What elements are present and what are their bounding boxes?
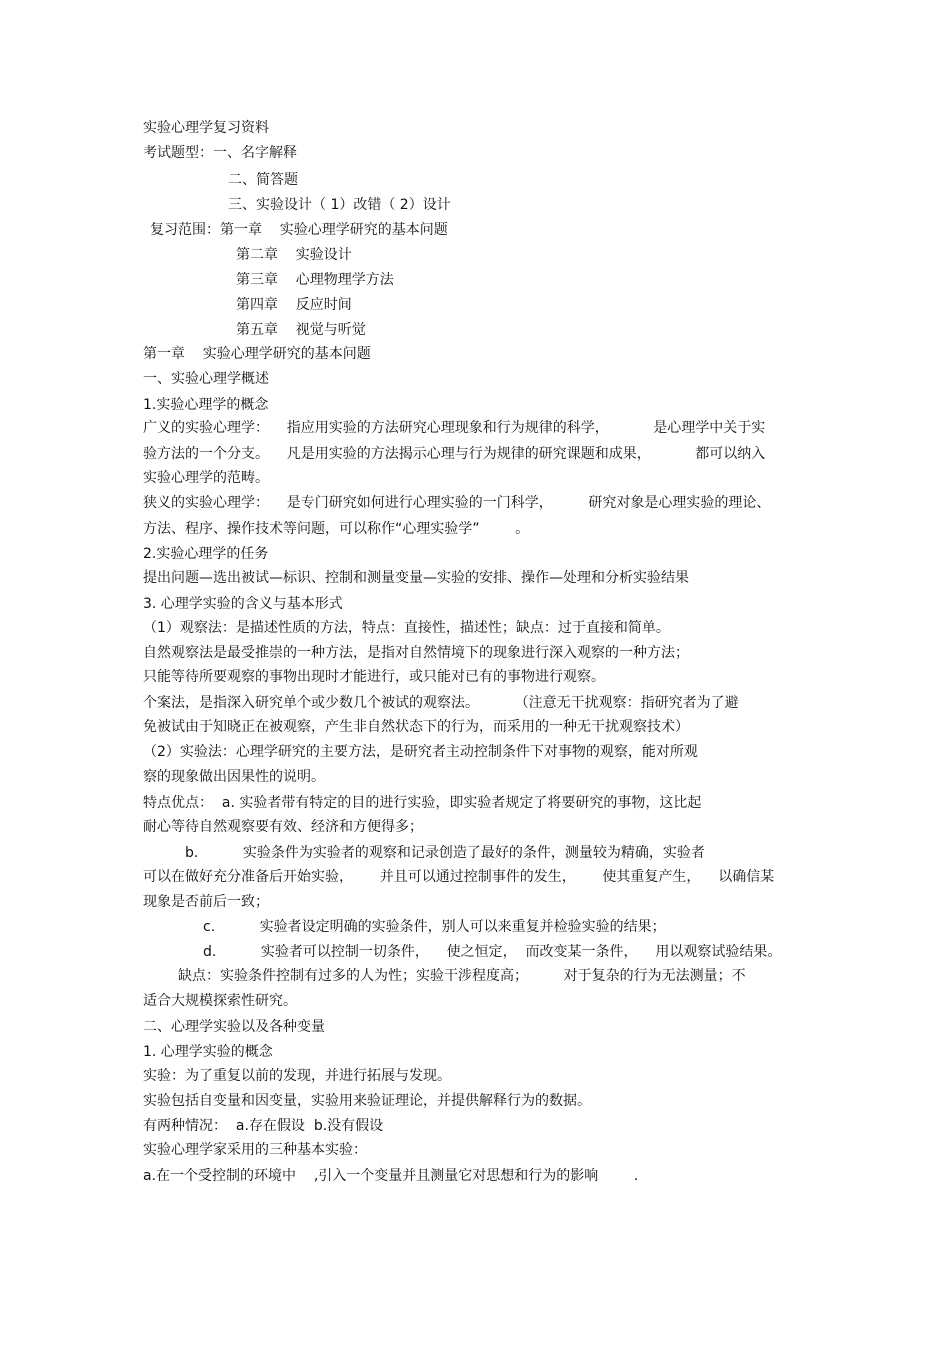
paragraph-line: 有两种情况： a.存在假设 b.没有假设 [143,1118,384,1134]
paragraph-line: 实验心理学家采用的三种基本实验： [143,1142,367,1158]
paragraph-line: d. 实验者可以控制一切条件， 使之恒定， 而改变某一条件， 用以观察试验结果。 [203,944,782,960]
paragraph-line: 实验包括自变量和因变量，实验用来验证理论，并提供解释行为的数据。 [143,1093,591,1109]
paragraph-line: 狭义的实验心理学： 是专门研究如何进行心理实验的一门科学， 研究对象是心理实验的理论、 [143,495,771,511]
paragraph-line: 广义的实验心理学： 指应用实验的方法研究心理现象和行为规律的科学， 是心理学中关于实 [143,420,766,436]
subsection-heading: 3. 心理学实验的含义与基本形式 [143,596,343,612]
paragraph-line: b. 实验条件为实验者的观察和记录创造了最好的条件，测量较为精确，实验者 [185,845,705,861]
review-scope-line: 复习范围：第一章 实验心理学研究的基本问题 [150,222,448,238]
exam-type-2: 二、简答题 [228,172,298,188]
review-chapter-5: 第五章 视觉与听觉 [236,322,366,338]
paragraph-line: 验方法的一个分支。 凡是用实验的方法揭示心理与行为规律的研究课题和成果， 都可以纳入 [143,446,766,462]
paragraph-line: 自然观察法是最受推崇的一种方法，是指对自然情境下的现象进行深入观察的一种方法； [143,645,689,661]
doc-title: 实验心理学复习资料 [143,120,269,136]
exam-types-line: 考试题型：一、名字解释 [143,145,297,161]
paragraph-line: 察的现象做出因果性的说明。 [143,769,325,785]
paragraph-line: 可以在做好充分准备后开始实验， 并且可以通过控制事件的发生， 使其重复产生， 以确信某 [143,869,775,885]
paragraph-line: 实验心理学的范畴。 [143,470,269,486]
paragraph-line: 现象是否前后一致； [143,894,269,910]
paragraph-line: c. 实验者设定明确的实验条件，别人可以来重复并检验实验的结果； [203,919,666,935]
paragraph-line: 耐心等待自然观察要有效、经济和方便得多； [143,819,423,835]
paragraph-line: 适合大规模探索性研究。 [143,993,297,1009]
paragraph-line: 免被试由于知晓正在被观察，产生非自然状态下的行为，而采用的一种无干扰观察技术） [143,719,689,735]
paragraph-line: （2）实验法：心理学研究的主要方法，是研究者主动控制条件下对事物的观察，能对所观 [143,744,698,760]
review-chapter-4: 第四章 反应时间 [236,297,352,313]
exam-type-3: 三、实验设计（ 1）改错（ 2）设计 [228,197,451,213]
section-heading: 一、实验心理学概述 [143,371,269,387]
paragraph-line: （1）观察法：是描述性质的方法，特点：直接性，描述性；缺点：过于直接和简单。 [143,620,670,636]
paragraph-line: 个案法，是指深入研究单个或少数几个被试的观察法。 （注意无干扰观察：指研究者为了避 [143,695,739,711]
paragraph-line: 方法、程序、操作技术等问题，可以称作“心理实验学” 。 [143,521,530,537]
subsection-heading: 1. 心理学实验的概念 [143,1044,273,1060]
paragraph-line: 只能等待所要观察的事物出现时才能进行，或只能对已有的事物进行观察。 [143,669,605,685]
paragraph-line: 特点优点： a. 实验者带有特定的目的进行实验，即实验者规定了将要研究的事物，这比起 [143,795,702,811]
review-chapter-2: 第二章 实验设计 [236,247,352,263]
section-heading: 二、心理学实验以及各种变量 [143,1019,325,1035]
chapter-1-heading: 第一章 实验心理学研究的基本问题 [143,346,371,362]
paragraph-line: 缺点：实验条件控制有过多的人为性；实验干涉程度高； 对于复杂的行为无法测量；不 [178,968,746,984]
subsection-heading: 2.实验心理学的任务 [143,546,269,562]
paragraph-line: 实验：为了重复以前的发现，并进行拓展与发现。 [143,1068,451,1084]
review-chapter-3: 第三章 心理物理学方法 [236,272,394,288]
paragraph-line: 提出问题—选出被试—标识、控制和测量变量—实验的安排、操作—处理和分析实验结果 [143,570,689,586]
paragraph-line: a.在一个受控制的环境中 ,引入一个变量并且测量它对思想和行为的影响 . [143,1168,639,1184]
subsection-heading: 1.实验心理学的概念 [143,397,269,413]
